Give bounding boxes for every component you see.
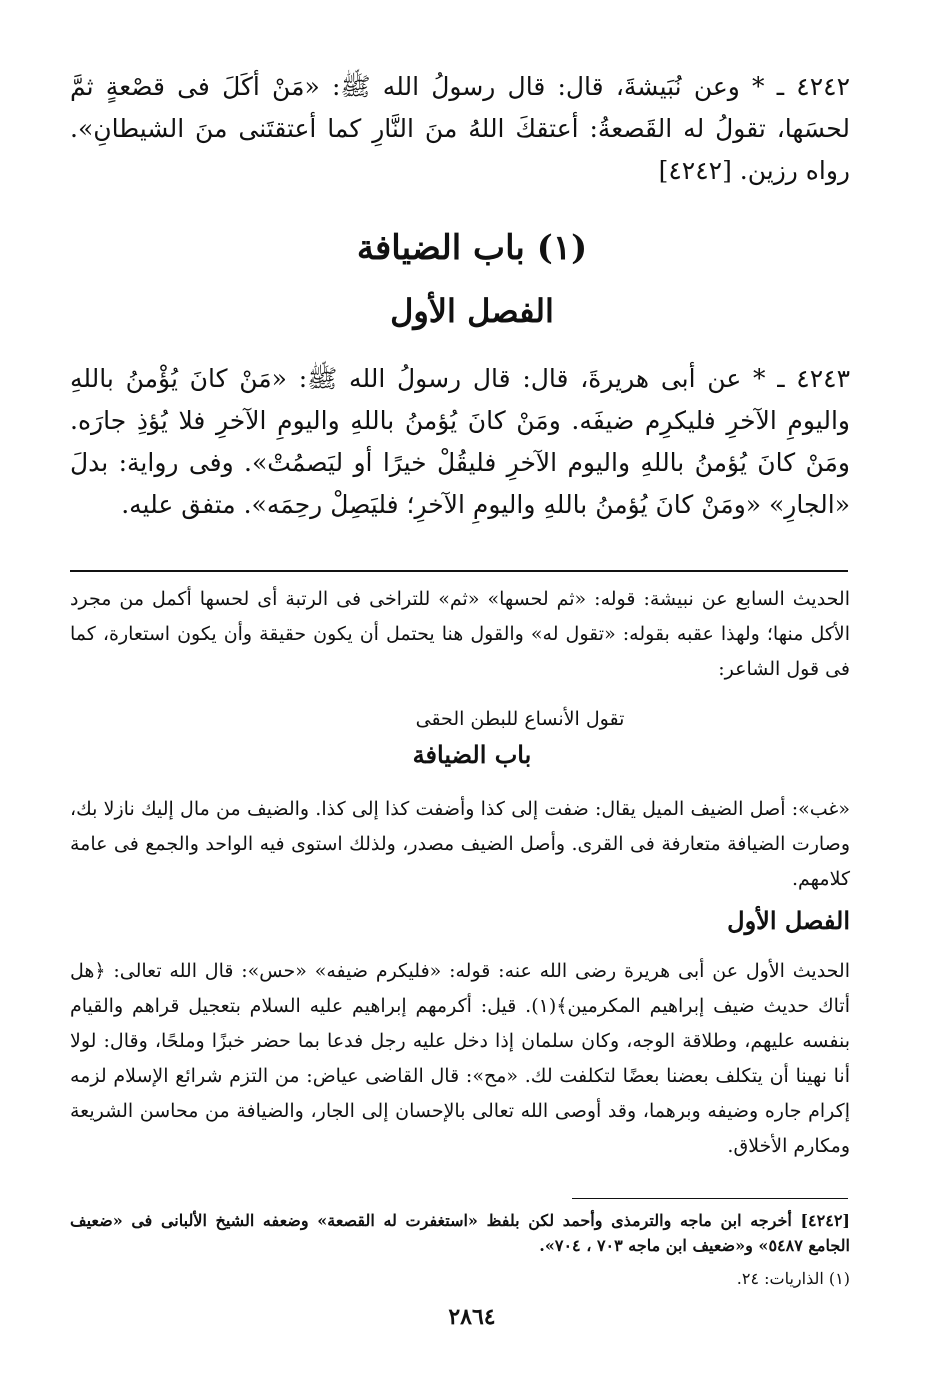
section-title: الفصل الأول	[390, 292, 554, 330]
commentary-paragraph: «غب»: أصل الضيف الميل يقال: ضفت إلى كذا وأضفت كذا إلى كذا. والضيف من مال إليك نازلا بك، وصارت الضيافة متعارفة فى القرى. وأصل الضيف مصدر، ولذلك استوى فيه الواحد والجمع فى عامة كلامهم.	[70, 798, 850, 890]
footnote-divider	[572, 1198, 848, 1199]
commentary-heading-chapter: باب الضيافة	[412, 740, 532, 769]
verse-line: تقول الأنساع للبطن الحقى	[415, 708, 625, 730]
footnote-1: (١) الذاريات: ٢٤.	[736, 1269, 850, 1288]
hadith-4242: ٤٢٤٢ ـ * وعن نُبَيشةَ، قال: قال رسولُ الله ﷺ: «مَنْ أكَلَ فى قصْعةٍ ثمَّ لحسَها، تقولُ له القَصعةُ: أعتقكَ اللهُ منَ النَّارِ كما أعتقتَنى منَ الشيطانِ». رواه رزين. [٤٢٤٢]	[70, 72, 850, 185]
commentary-divider	[70, 570, 848, 572]
commentary-heading-section: الفصل الأول	[727, 906, 850, 935]
commentary-paragraph: الحديث السابع عن نبيشة: قوله: «ثم لحسها» «ثم» للتراخى فى الرتبة أى لحسها أكمل من مجرد الأكل منها؛ ولهذا عقبه بقوله: «تقول له» والقول هنا يحتمل أن يكون حقيقة وأن يكون استعارة، كما فى قول الشاعر:	[70, 588, 850, 680]
footnote-hadith-4242: [٤٢٤٢] أخرجه ابن ماجه والترمذى وأحمد لكن بلفظ «استغفرت له القصعة» وضعفه الشيخ الألبانى فى «ضعيف الجامع ٥٤٨٧» و«ضعيف ابن ماجه ٧٠٣ ، ٧٠٤».	[70, 1211, 850, 1255]
commentary-paragraph: الحديث الأول عن أبى هريرة رضى الله عنه: قوله: «فليكرم ضيفه» «حس»: قال الله تعالى: ﴿هل أتاك حديث ضيف إبراهيم المكرمين﴾(١). قيل: أكرمهم إبراهيم عليه السلام بتعجيل قراهم والقيام بنفسه عليهم، وطلاقة الوجه، وكان سلمان إذا دخل عليه رجل فدعا بما حضر خبزًا وملحًا، وقال: لولا أنا نهينا أن يتكلف بعضنا بعضًا لتكلفت لك. «مح»: قال القاضى عياض: من التزم شرائع الإسلام لزمه إكرام جاره وضيفه وبرهما، وقد أوصى الله تعالى بالإحسان إلى الجار، والضيافة من محاسن الشريعة ومكارم الأخلاق.	[70, 960, 850, 1157]
page-number: ٢٨٦٤	[448, 1304, 496, 1330]
chapter-title: (١) باب الضيافة	[356, 228, 588, 268]
hadith-4243: ٤٢٤٣ ـ * عن أبى هريرةَ، قال: قال رسولُ الله ﷺ: «مَنْ كانَ يُؤْمنُ باللهِ واليومِ الآخرِ فليكرِم ضيفَه. ومَنْ كانَ يُؤمنُ باللهِ واليومِ الآخرِ فلا يُؤذِ جارَه. ومَنْ كانَ يُؤمنُ باللهِ واليوم الآخرِ فليقُلْ خيرًا أو ليَصمُتْ». وفى رواية: بدلَ «الجارِ» «ومَنْ كانَ يُؤمنُ باللهِ واليومِ الآخرِ؛ فليَصِلْ رحِمَه». متفق عليه.	[70, 364, 850, 519]
